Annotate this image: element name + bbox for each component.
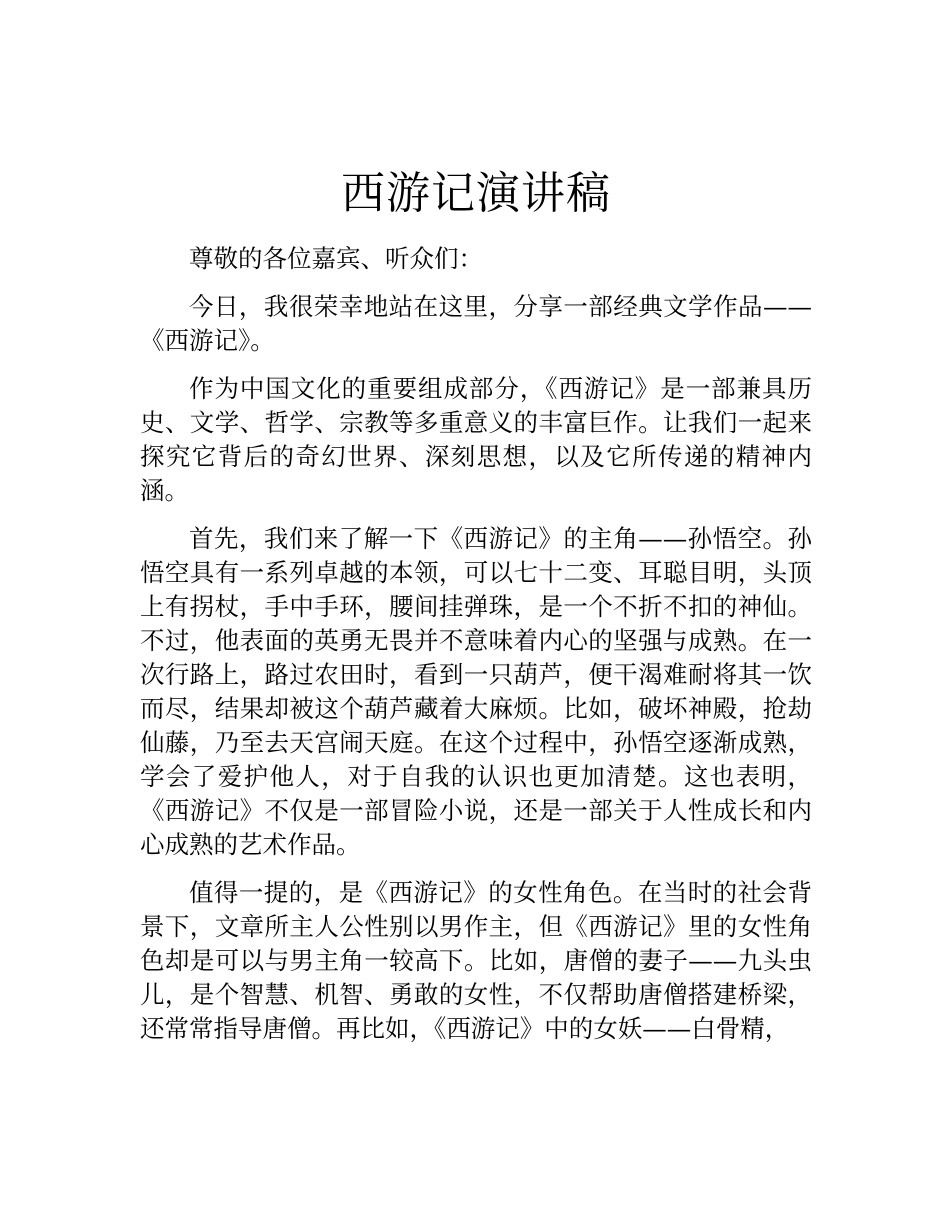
paragraph-intro: 今日，我很荣幸地站在这里，分享一部经典文学作品——《西游记》。 bbox=[140, 292, 812, 355]
paragraph-greeting: 尊敬的各位嘉宾、听众们： bbox=[189, 244, 483, 273]
document-title: 西游记演讲稿 bbox=[341, 168, 611, 219]
paragraph-female-characters: 值得一提的，是《西游记》的女性角色。在当时的社会背景下，文章所主人公性别以男作主，但《西游记》里的女性角色却是可以与男主角一较高下。比如，唐僧的妻子——九头虫儿，是个智慧、机智、勇敢的女性，不仅帮助唐僧搭建桥梁，还常常指导唐僧。再比如，《西游记》中的女妖——白骨精， bbox=[140, 878, 812, 1043]
paragraph-overview: 作为中国文化的重要组成部分，《西游记》是一部兼具历史、文学、哲学、宗教等多重意义的丰富巨作。让我们一起来探究它背后的奇幻世界、深刻思想，以及它所传递的精神内涵。 bbox=[140, 374, 812, 505]
paragraph-sun-wukong: 首先，我们来了解一下《西游记》的主角——孙悟空。孙悟空具有一系列卓越的本领，可以七十二变、耳聪目明，头顶上有拐杖，手中手环，腰间挂弹珠，是一个不折不扣的神仙。不过，他表面的英勇无畏并不意味着内心的坚强与成熟。在一次行路上，路过农田时，看到一只葫芦，便干渴难耐将其一饮而尽，结果却被这个葫芦藏着大麻烦。比如，破坏神殿，抢劫仙藤，乃至去天宫闹天庭。在这个过程中，孙悟空逐渐成熟，学会了爱护他人，对于自我的认识也更加清楚。这也表明，《西游记》不仅是一部冒险小说，还是一部关于人性成长和内心成熟的艺术作品。 bbox=[140, 524, 812, 859]
